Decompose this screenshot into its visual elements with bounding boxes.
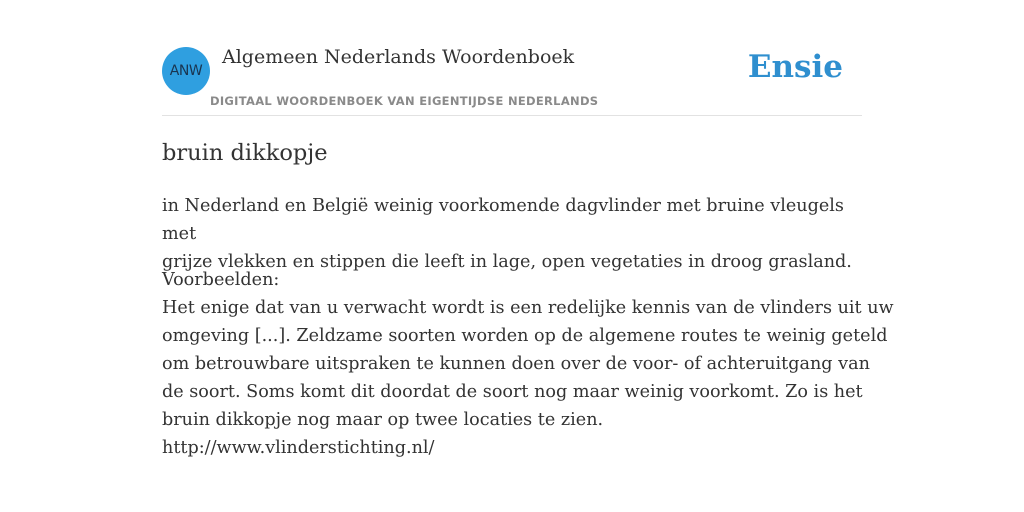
definition-line: grijze vlekken en stippen die leeft in lage, open vegetaties in droog grasland. [162, 252, 852, 272]
example-line: bruin dikkopje nog maar op twee locaties te zien. [162, 410, 604, 430]
example-line: de soort. Soms komt dit doordat de soort nog maar weinig voorkomt. Zo is het [162, 382, 863, 402]
entry-definition [162, 192, 862, 276]
entry-examples [162, 266, 894, 462]
site-subtitle: DIGITAAL WOORDENBOEK VAN EIGENTIJDSE NEDERLANDS [210, 94, 599, 108]
definition-line: in Nederland en België weinig voorkomende dagvlinder met bruine vleugels met [162, 196, 844, 244]
header-divider [162, 115, 862, 116]
anw-logo[interactable] [162, 47, 210, 95]
example-line: Het enige dat van u verwacht wordt is een redelijke kennis van de vlinders uit uw [162, 298, 894, 318]
entry-term: bruin dikkopje [162, 140, 328, 166]
site-title[interactable]: Algemeen Nederlands Woordenboek [222, 46, 575, 68]
examples-label: Voorbeelden: [162, 270, 280, 290]
example-line: omgeving [...]. Zeldzame soorten worden op de algemene routes te weinig geteld [162, 326, 888, 346]
logo-text: ANW [169, 63, 203, 79]
example-source: http://www.vlinderstichting.nl/ [162, 438, 435, 458]
example-line: om betrouwbare uitspraken te kunnen doen over de voor- of achteruitgang van [162, 354, 870, 374]
ensie-brand-logo[interactable]: Ensie [747, 49, 843, 85]
